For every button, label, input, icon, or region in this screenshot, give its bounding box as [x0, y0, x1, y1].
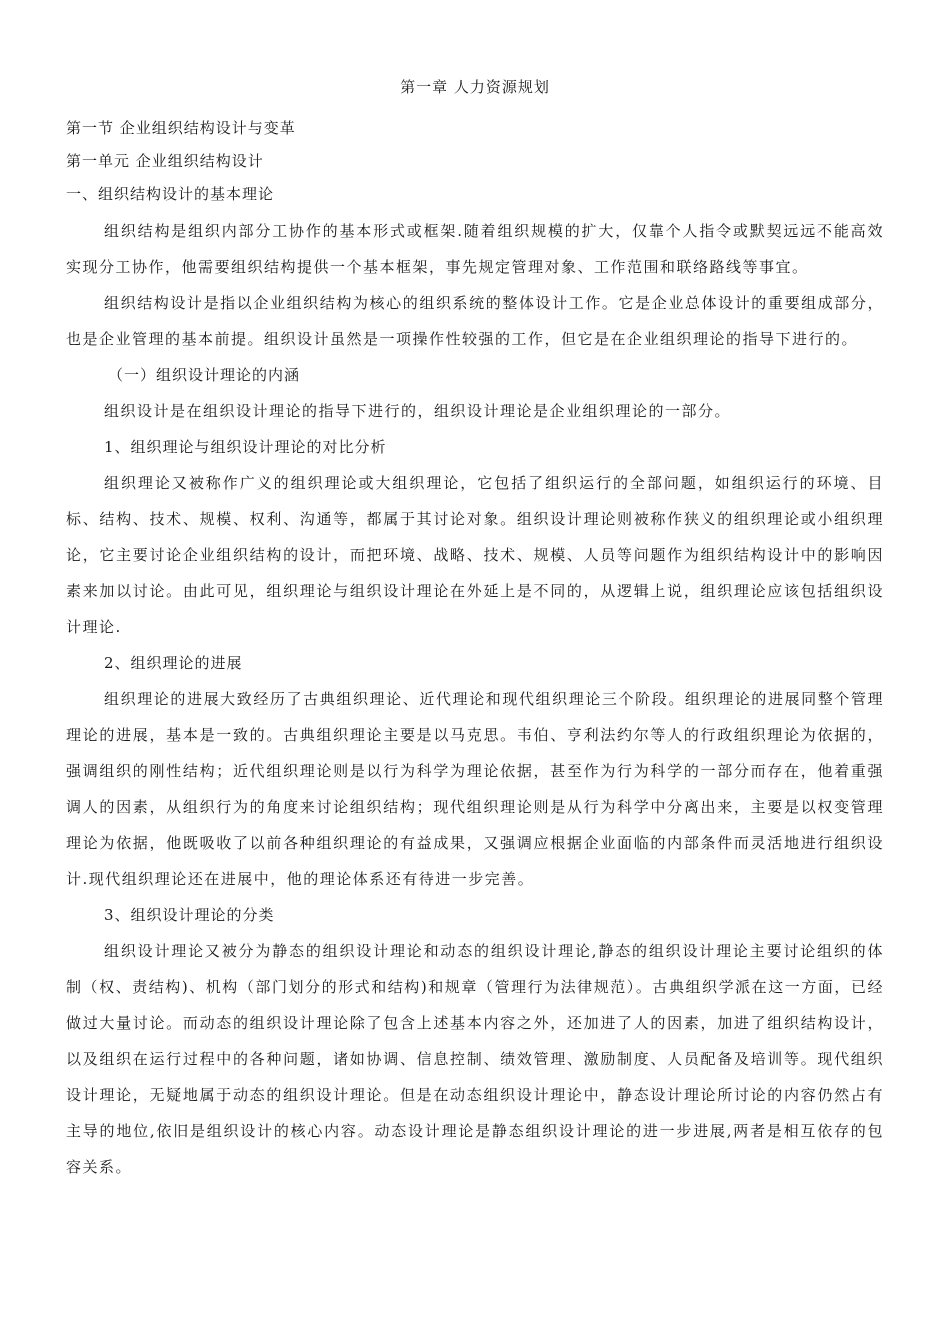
paragraph: 组织结构设计是指以企业组织结构为核心的组织系统的整体设计工作。它是企业总体设计的重要组成部分，也是企业管理的基本前提。组织设计虽然是一项操作性较强的工作，但它是在企业组织理论的指导下进行的。 [66, 294, 884, 348]
paragraph: 组织设计是在组织设计理论的指导下进行的，组织设计理论是企业组织理论的一部分。 [104, 402, 732, 420]
paragraph: 组织结构是组织内部分工协作的基本形式或框架.随着组织规模的扩大，仅靠个人指令或默契远远不能高效实现分工协作，他需要组织结构提供一个基本框架，事先规定管理对象、工作范围和联络路线等事宜。 [66, 222, 884, 276]
item-title: 1、组织理论与组织设计理论的对比分析 [104, 438, 387, 456]
part-title: 一、组织结构设计的基本理论 [66, 185, 275, 203]
unit-title: 第一单元 企业组织结构设计 [66, 152, 264, 170]
subsection-title: （一）组织设计理论的内涵 [108, 366, 301, 384]
paragraph: 组织设计理论又被分为静态的组织设计理论和动态的组织设计理论,静态的组织设计理论主要讨论组织的体制（权、责结构)、机构（部门划分的形式和结构)和规章（管理行为法律规范）。古典组织学派在这一方面，已经做过大量讨论。而动态的组织设计理论除了包含上述基本内容之外，还加进了人的因素，加进了组织结构设计，以及组织在运行过程中的各种问题，诸如协调、信息控制、绩效管理、激励制度、人员配备及培训等。现代组织设计理论，无疑地属于动态的组织设计理论。但是在动态组织设计理论中，静态设计理论所讨论的内容仍然占有主导的地位,依旧是组织设计的核心内容。动态设计理论是静态组织设计理论的进一步进展,两者是相互依存的包容关系。 [66, 942, 884, 1176]
chapter-title: 第一章 人力资源规划 [400, 78, 550, 96]
item-title: 2、组织理论的进展 [104, 654, 243, 672]
section-title: 第一节 企业组织结构设计与变革 [66, 119, 296, 137]
item-title: 3、组织设计理论的分类 [104, 906, 275, 924]
paragraph: 组织理论又被称作广义的组织理论或大组织理论，它包括了组织运行的全部问题，如组织运行的环境、目标、结构、技术、规模、权利、沟通等，都属于其讨论对象。组织设计理论则被称作狭义的组织理论或小组织理论，它主要讨论企业组织结构的设计，而把环境、战略、技术、规模、人员等问题作为组织结构设计中的影响因素来加以讨论。由此可见，组织理论与组织设计理论在外延上是不同的，从逻辑上说，组织理论应该包括组织设计理论. [66, 474, 884, 636]
document-body [66, 112, 884, 1185]
paragraph: 组织理论的进展大致经历了古典组织理论、近代理论和现代组织理论三个阶段。组织理论的进展同整个管理理论的进展，基本是一致的。古典组织理论主要是以马克思。韦伯、亨利法约尔等人的行政组织理论为依据的，强调组织的刚性结构；近代组织理论则是以行为科学为理论依据，甚至作为行为科学的一部分而存在，他着重强调人的因素，从组织行为的角度来讨论组织结构；现代组织理论则是从行为科学中分离出来，主要是以权变管理理论为依据，他既吸收了以前各种组织理论的有益成果，又强调应根据企业面临的内部条件而灵活地进行组织设计.现代组织理论还在进展中，他的理论体系还有待进一步完善。 [66, 690, 884, 888]
